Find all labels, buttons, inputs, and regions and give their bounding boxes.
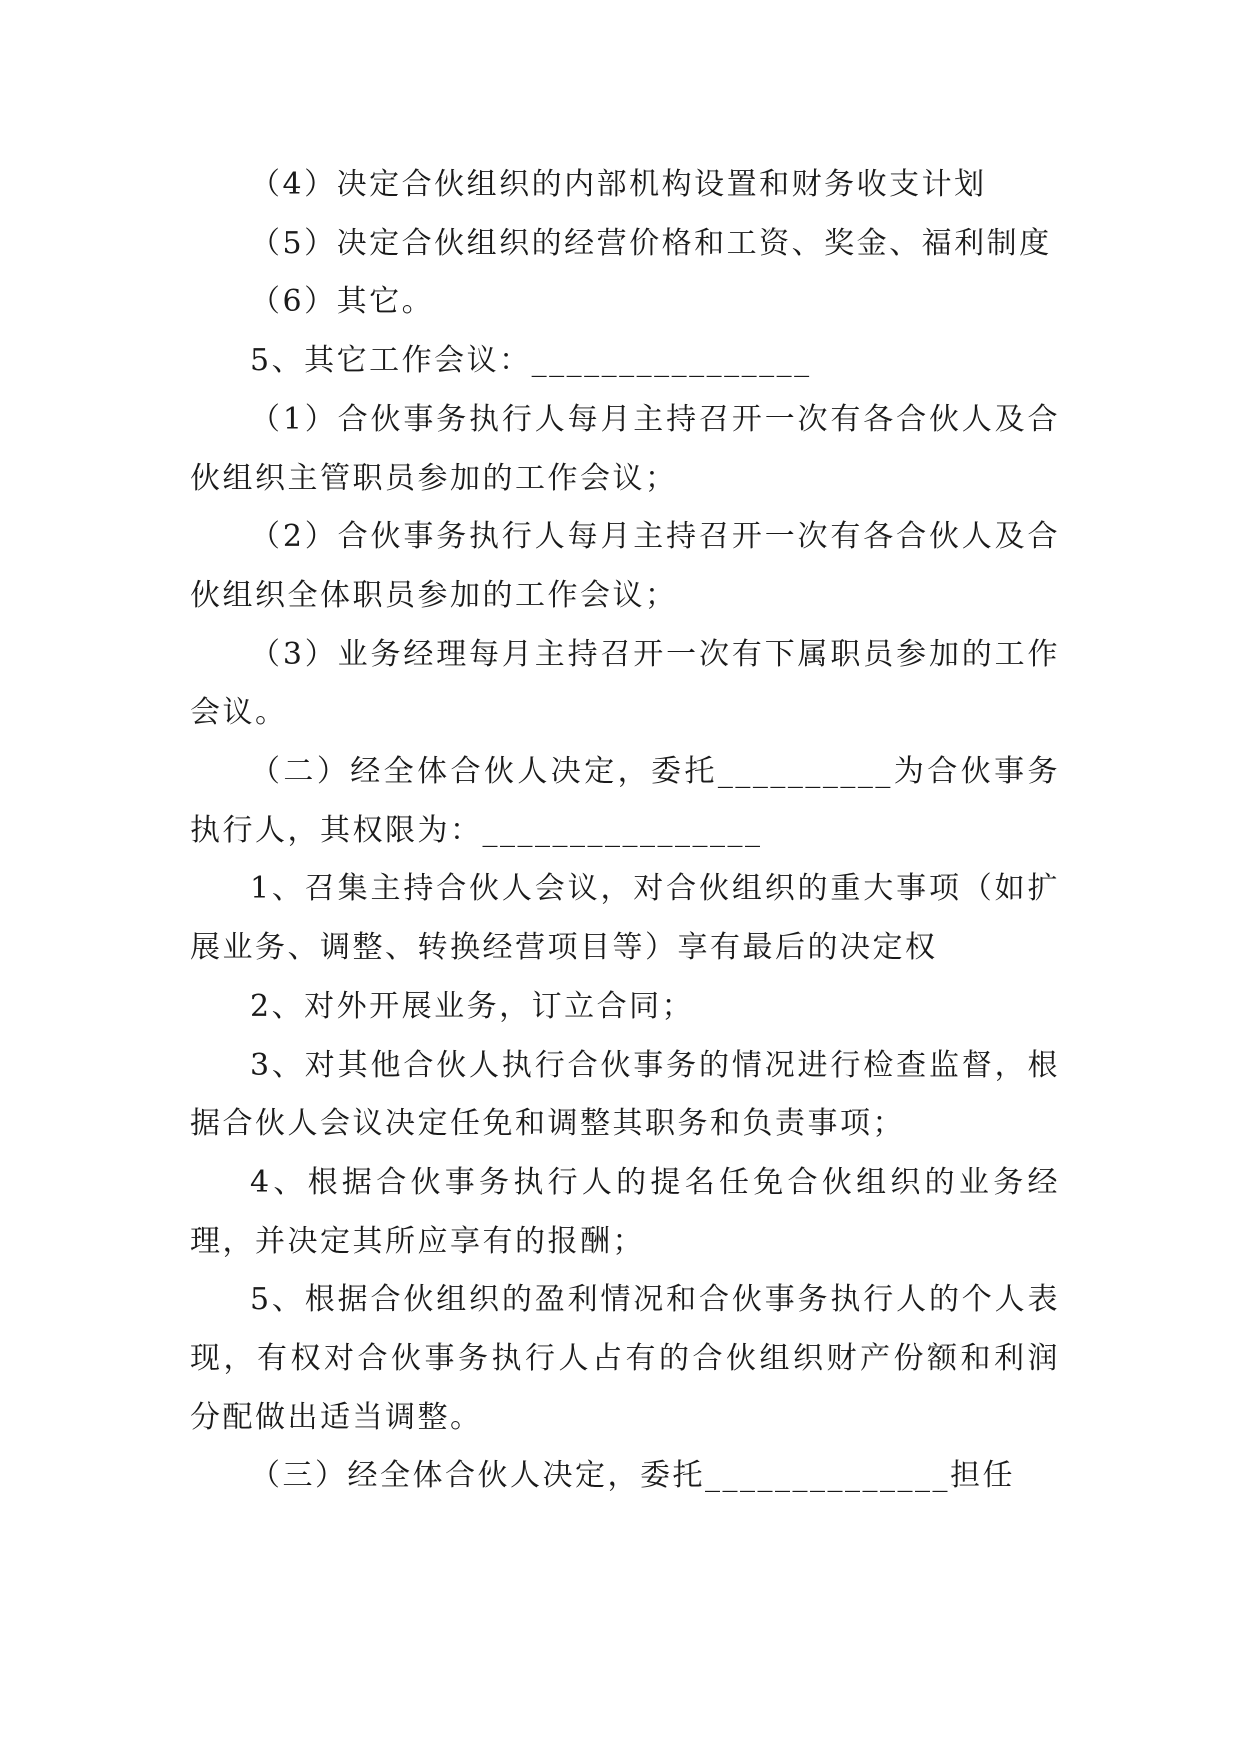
document-body [190, 156, 1060, 1506]
paragraph-section-2: （二）经全体合伙人决定，委托__________为合伙事务执行人，其权限为：________________ [190, 754, 1060, 848]
paragraph-meeting-3: （3）业务经理每月主持召开一次有下属职员参加的工作会议。 [190, 636, 1060, 731]
paragraph-authority-5: 5、根据合伙组织的盈利情况和合伙事务执行人的个人表现，有权对合伙事务执行人占有的合伙组织财产份额和利润分配做出适当调整。 [190, 1282, 1060, 1435]
paragraph-authority-4: 4、根据合伙事务执行人的提名任免合伙组织的业务经理，并决定其所应享有的报酬； [190, 1164, 1060, 1259]
paragraph-item-4: （4）决定合伙组织的内部机构设置和财务收支计划 [250, 167, 987, 202]
paragraph-authority-3: 3、对其他合伙人执行合伙事务的情况进行检查监督，根据合伙人会议决定任免和调整其职务和负责事项； [190, 1047, 1060, 1142]
paragraph-item-5: （5）决定合伙组织的经营价格和工资、奖金、福利制度 [250, 225, 1052, 261]
paragraph-authority-2: 2、对外开展业务，订立合同； [250, 988, 695, 1024]
paragraph-meeting-1: （1）合伙事务执行人每月主持召开一次有各合伙人及合伙组织主管职员参加的工作会议； [190, 401, 1060, 496]
paragraph-section-3: （三）经全体合伙人决定，委托______________担任 [250, 1458, 1015, 1494]
paragraph-other-meetings: 5、其它工作会议：________________ [250, 343, 812, 379]
paragraph-authority-1: 1、召集主持合伙人会议，对合伙组织的重大事项（如扩展业务、调整、转换经营项目等）享有最后的决定权 [190, 871, 1060, 966]
paragraph-meeting-2: （2）合伙事务执行人每月主持召开一次有各合伙人及合伙组织全体职员参加的工作会议； [190, 519, 1060, 613]
paragraph-item-6: （6）其它。 [250, 284, 435, 320]
